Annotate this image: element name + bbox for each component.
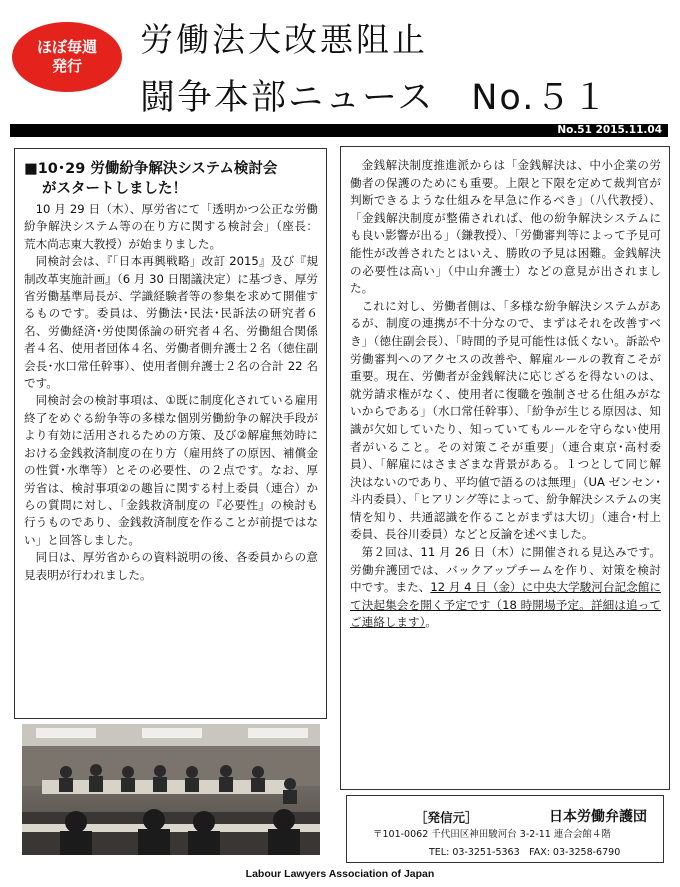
article-title [24, 159, 318, 199]
publication-badge [12, 22, 122, 92]
issue-info: No.51 2015.11.04 [557, 124, 662, 136]
article-paragraph [350, 544, 661, 632]
rally-notice: 12 月 4 日（金）に中央大学駿河台記念館にて決起集会を開く予定です（18 時開場予定。詳細は追ってご連絡します） [350, 580, 661, 630]
left-column [14, 148, 327, 719]
article-paragraph: これに対し、労働者側は、「多様な紛争解決システムがあるが、制度の連携が不十分なので、まずはそれを改善すべき」（徳住副会長）、「時間的予見可能性は低くない。訴訟や労働審判へのアクセスの改善や、解雇ルールの教育こそが重要。現在、労働者が金銭解決に応じざるを得ないのは、就労請求権がなく、使用者に復職を強制させる仕組みがないからである」（水口常任幹事）、「紛争が生じる原因は、知識が欠如していたり、知っていてもルールを守らない使用者がいること。その対策こそが重要」（連合東京･高村委員）、「解雇にはさまざまな背景がある。１つとして同じ解決はないのであり、平均値で語るのは無理」（UA ゼンセン･斗内委員）、「ヒアリング等によって、紛争解決システムの実情を知り、共通認識を作ることがまずは大切」（連合･村上委員、長谷川委員）などと反論を述べました。 [350, 298, 661, 542]
article-title-line1: ■10･29 労働紛争解決システム検討会 [24, 161, 278, 177]
sender-label: ［発信元］ [415, 810, 478, 825]
issue-info-bar [10, 124, 668, 137]
article-paragraph: 10 月 29 日（木）、厚労省にて「透明かつ公正な労働紛争解決システム等の在り方に関する検討会」（座長：荒木尚志東大教授）が始まりました。 [24, 202, 318, 251]
masthead-title-line1: 労働法大改悪阻止 [140, 20, 428, 59]
sender-organization: 日本労働弁護団 [549, 809, 647, 825]
right-column [340, 146, 670, 790]
article-title-line2: がスタートしました！ [42, 181, 187, 197]
footer-org-name: Labour Lawyers Association of Japan [245, 868, 435, 880]
sender-phone: TEL: 03-3251-5363 FAX: 03-3258-6790 [429, 847, 621, 858]
schedule-text: 第２回は、11 月 26 日（木）に開催される見込みです。労働弁護団では、バックアップチームを作り、対策を検討中です。また、 [350, 545, 661, 595]
article-paragraph: 金銭解決制度推進派からは「金銭解決は、中小企業の労働者の保護のためにも重要。上限と下限を定めて裁判官が判断できるような仕組みを早急に作るべき」（八代教授）、「金銭解決制度が整備されれば、他の紛争解決システムにも良い影響が出る」（鎌教授）、「労働審判等によって予見可能性が改善されたとはいえ、勝敗の予見は困難。金銭解決の必要性は高い」（中山弁護士）などの意見が出されました。 [350, 158, 661, 296]
article-paragraph: 同日は、厚労省からの資料説明の後、各委員からの意見表明が行われました。 [24, 550, 318, 582]
article-paragraph: 同検討会の検討事項は、①既に制度化されている雇用終了をめぐる紛争等の多様な個別労働紛争の解決手段がより有効に活用されるための方策、及び②解雇無効時における金銭救済制度の在り方（雇用終了の原因、補償金の性質･水準等）とその必要性、の２点です。なお、厚労省は、検討事項②の趣旨に関する村上委員（連合）からの質問に対し、「金銭救済制度の『必要性』の検討も行うものであり、金銭救済制度を作ることが前提ではない」と回答しました。 [24, 393, 318, 547]
schedule-end: 。 [425, 615, 437, 630]
meeting-photo [22, 724, 320, 855]
sender-box [346, 795, 664, 863]
badge-line1: ほぼ毎週 [36, 38, 97, 56]
article-paragraph: 同検討会は、『「日本再興戦略」改訂 2015』及び『規制改革実施計画』（6 月 30 日閣議決定）に基づき、厚労省労働基準局長が、学識経験者等の参集を求めて開催するものです。委員は、労働法･民法･民訴法の研究者６名、労働経済･労使関係論の研究者４名、労働組合関係者４名、使用者団体４名、労働者側弁護士２名（徳住副会長･水口常任幹事）、使用者側弁護士２名の合計 22 名です。 [24, 254, 318, 391]
sender-address: 〒101-0062 千代田区神田駿河台 3-2-11 連合会館４階 [373, 829, 611, 840]
masthead-title-line2: 闘争本部ニュース No.５１ [140, 78, 610, 118]
badge-line2: 発行 [51, 57, 82, 75]
